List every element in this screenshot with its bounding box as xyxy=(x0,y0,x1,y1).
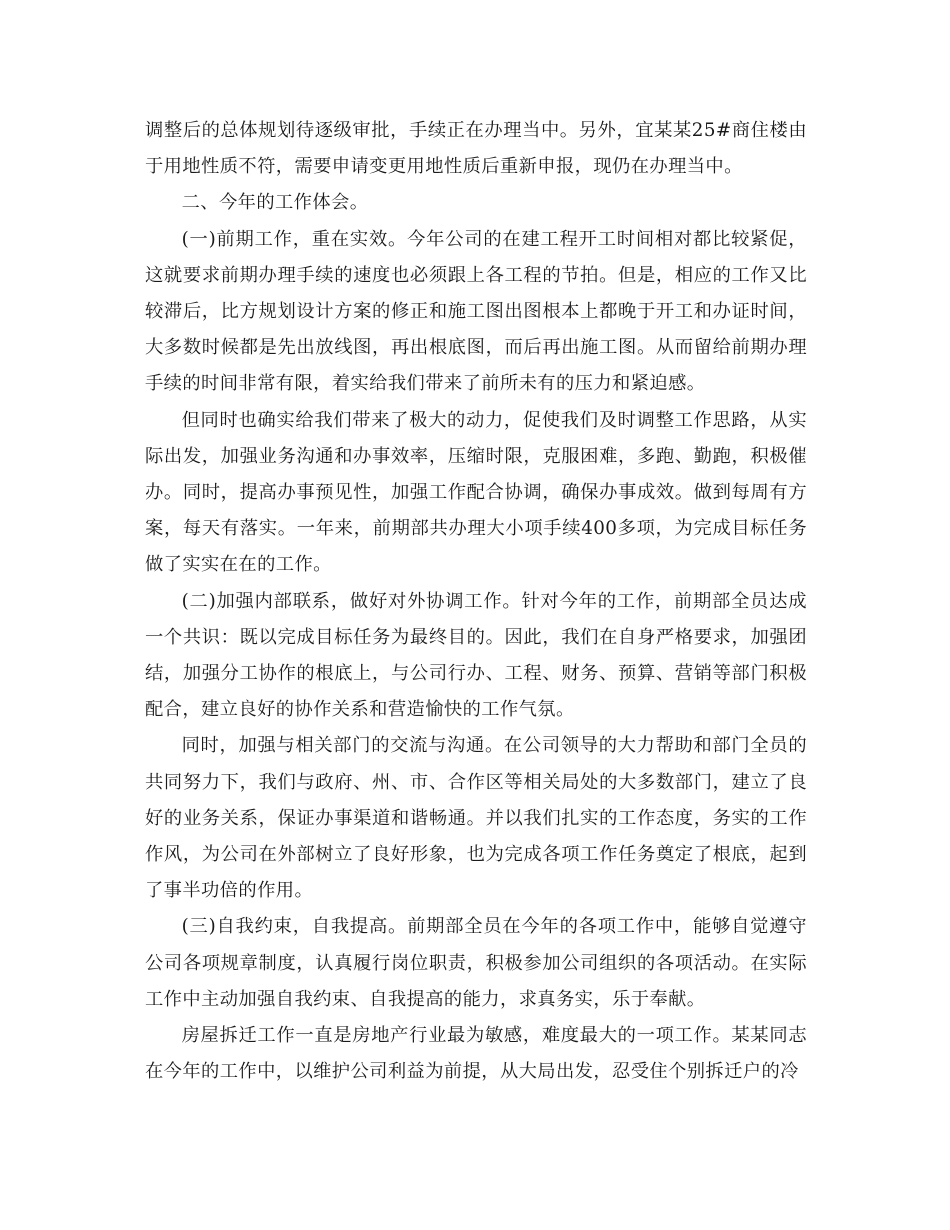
document-body xyxy=(145,113,807,1090)
paragraph-7: (三)自我约束，自我提高。前期部全员在今年的各项工作中，能够自觉遵守公司各项规章制度，认真履行岗位职责，积极参加公司组织的各项活动。在实际工作中主动加强自我约束、自我提高的能力，求真务实，乐于奉献。 xyxy=(145,916,807,1010)
paragraph-6: 同时，加强与相关部门的交流与沟通。在公司领导的大力帮助和部门全员的共同努力下，我们与政府、州、市、合作区等相关局处的大多数部门，建立了良好的业务关系，保证办事渠道和谐畅通。并以我们扎实的工作态度，务实的工作作风，为公司在外部树立了良好形象，也为完成各项工作任务奠定了根底，起到了事半功倍的作用。 xyxy=(145,735,807,902)
paragraph-2-heading: 二、今年的工作体会。 xyxy=(181,192,369,214)
paragraph-1: 调整后的总体规划待逐级审批，手续正在办理当中。另外，宜某某25#商住楼由于用地性质不符，需要申请变更用地性质后重新申报，现仍在办理当中。 xyxy=(145,120,807,178)
paragraph-3: (一)前期工作，重在实效。今年公司的在建工程开工时间相对都比较紧促，这就要求前期办理手续的速度也必须跟上各工程的节拍。但是，相应的工作又比较滞后，比方规划设计方案的修正和施工图出图根本上都晚于开工和办证时间，大多数时候都是先出放线图，再出根底图，而后再出施工图。从而留给前期办理手续的时间非常有限，着实给我们带来了前所未有的压力和紧迫感。 xyxy=(145,228,807,395)
paragraph-4: 但同时也确实给我们带来了极大的动力，促使我们及时调整工作思路，从实际出发，加强业务沟通和办事效率，压缩时限，克服困难，多跑、勤跑，积极催办。同时，提高办事预见性，加强工作配合协调，确保办事成效。做到每周有方案，每天有落实。一年来，前期部共办理大小项手续400多项，为完成目标任务做了实实在在的工作。 xyxy=(145,409,807,576)
paragraph-8: 房屋拆迁工作一直是房地产行业最为敏感，难度最大的一项工作。某某同志在今年的工作中，以维护公司利益为前提，从大局出发，忍受住个别拆迁户的冷 xyxy=(145,1025,807,1083)
paragraph-5: (二)加强内部联系，做好对外协调工作。针对今年的工作，前期部全员达成一个共识：既以完成目标任务为最终目的。因此，我们在自身严格要求，加强团结，加强分工协作的根底上，与公司行办、工程、财务、预算、营销等部门积极配合，建立良好的协作关系和营造愉快的工作气氛。 xyxy=(145,590,807,721)
